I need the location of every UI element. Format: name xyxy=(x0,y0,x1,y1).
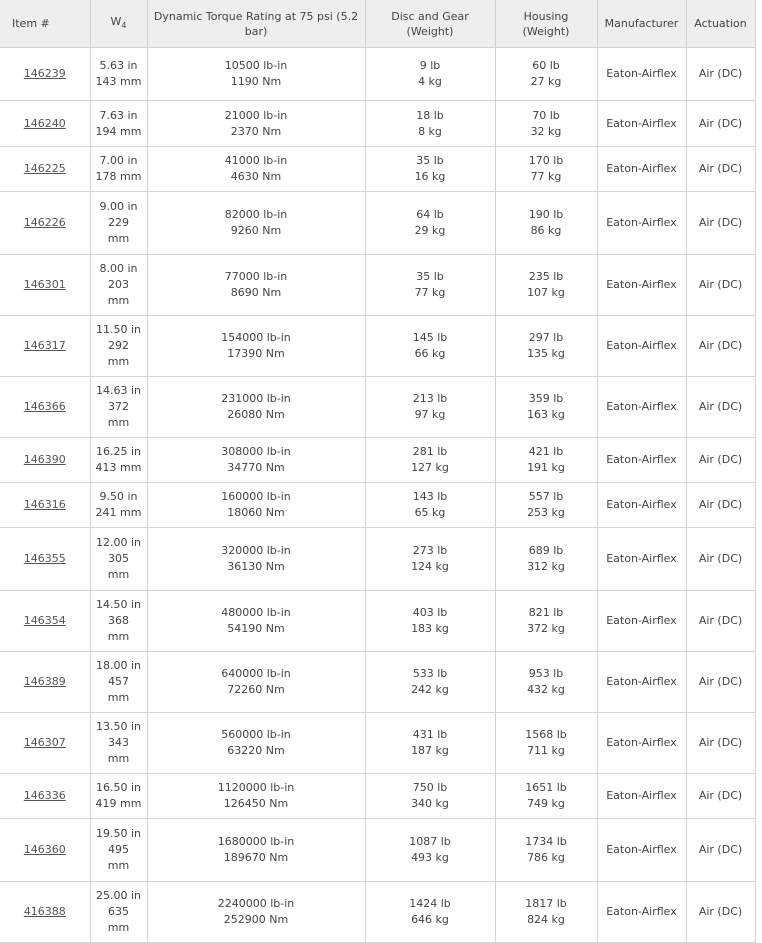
header-actuation[interactable]: Actuation xyxy=(686,0,755,48)
manufacturer-cell: Eaton-Airflex xyxy=(597,591,686,652)
item-cell xyxy=(0,774,90,819)
housing-weight-cell-line: 1817 lb xyxy=(525,897,567,910)
w4-cell-line: 368 xyxy=(108,614,129,627)
item-cell xyxy=(0,652,90,713)
torque-cell xyxy=(147,48,365,101)
item-cell xyxy=(0,147,90,192)
manufacturer-cell: Eaton-Airflex xyxy=(597,438,686,483)
disc-gear-weight-cell-line: 65 kg xyxy=(414,506,446,519)
manufacturer-cell: Eaton-Airflex xyxy=(597,192,686,255)
disc-gear-weight-cell-line: 646 kg xyxy=(411,913,449,926)
disc-gear-weight-cell-line: 183 kg xyxy=(411,622,449,635)
manufacturer-cell: Eaton-Airflex xyxy=(597,48,686,101)
w4-cell-line: 14.50 in xyxy=(95,598,141,611)
w4-cell-line: 292 xyxy=(108,339,129,352)
housing-weight-cell-line: 253 kg xyxy=(527,506,565,519)
disc-gear-weight-cell-line: 1424 lb xyxy=(409,897,451,910)
actuation-cell: Air (DC) xyxy=(686,882,755,943)
w4-cell-line: 143 mm xyxy=(95,75,142,88)
item-number-link[interactable]: 146366 xyxy=(23,400,66,413)
disc-gear-weight-cell xyxy=(365,774,495,819)
header-item-number[interactable]: Item # xyxy=(0,0,90,48)
disc-gear-weight-cell xyxy=(365,255,495,316)
table-row xyxy=(0,774,755,819)
actuation-cell: Air (DC) xyxy=(686,316,755,377)
table-row xyxy=(0,819,755,882)
w4-cell-line: mm xyxy=(107,630,130,643)
item-number-link[interactable]: 146301 xyxy=(23,278,66,291)
housing-weight-cell-line: 135 kg xyxy=(527,347,565,360)
actuation-cell: Air (DC) xyxy=(686,255,755,316)
header-dynamic-torque[interactable]: Dynamic Torque Rating at 75 psi (5.2 bar) xyxy=(147,0,365,48)
torque-cell-line: 126450 Nm xyxy=(223,797,289,810)
housing-weight-cell-line: 70 lb xyxy=(532,108,560,122)
torque-cell-line: 2240000 lb-in xyxy=(217,897,295,910)
header-disc-gear-weight[interactable]: Disc and Gear (Weight) xyxy=(365,0,495,48)
item-number-link[interactable]: 146389 xyxy=(23,675,66,688)
manufacturer-cell: Eaton-Airflex xyxy=(597,819,686,882)
housing-weight-cell-line: 190 lb xyxy=(528,208,564,221)
disc-gear-weight-cell-line: 187 kg xyxy=(411,744,449,757)
table-row xyxy=(0,528,755,591)
manufacturer-cell: Eaton-Airflex xyxy=(597,774,686,819)
torque-cell-line: 72260 Nm xyxy=(227,683,285,696)
disc-gear-weight-cell-line: 213 lb xyxy=(412,392,448,405)
w4-cell-line: mm xyxy=(107,859,130,872)
w4-cell-line: 241 mm xyxy=(95,506,142,519)
housing-weight-cell-line: 953 lb xyxy=(528,667,564,680)
disc-gear-weight-cell-line: 273 lb xyxy=(412,544,448,557)
torque-cell-line: 54190 Nm xyxy=(227,622,285,635)
w4-cell-line: mm xyxy=(107,416,130,429)
housing-weight-cell-line: 824 kg xyxy=(527,913,565,926)
torque-cell-line: 41000 lb-in xyxy=(224,154,288,167)
w4-cell-line: 457 xyxy=(108,675,129,688)
item-cell xyxy=(0,819,90,882)
housing-weight-cell-line: 191 kg xyxy=(527,461,565,474)
manufacturer-cell: Eaton-Airflex xyxy=(597,316,686,377)
housing-weight-cell-line: 557 lb xyxy=(528,490,564,503)
torque-cell xyxy=(147,255,365,316)
disc-gear-weight-cell-line: 16 kg xyxy=(414,170,446,183)
housing-weight-cell-line: 821 lb xyxy=(528,606,564,619)
disc-gear-weight-cell xyxy=(365,147,495,192)
manufacturer-cell: Eaton-Airflex xyxy=(597,713,686,774)
disc-gear-weight-cell xyxy=(365,713,495,774)
item-number-link[interactable]: 146336 xyxy=(23,789,66,802)
housing-weight-cell-line: 77 kg xyxy=(530,170,562,183)
table-row xyxy=(0,316,755,377)
w4-cell xyxy=(90,101,147,147)
item-cell xyxy=(0,255,90,316)
torque-cell-line: 1190 Nm xyxy=(230,75,282,88)
w4-cell-line: 229 xyxy=(108,216,129,229)
actuation-cell: Air (DC) xyxy=(686,774,755,819)
housing-weight-cell-line: 359 lb xyxy=(528,392,564,405)
torque-cell-line: 21000 lb-in xyxy=(224,108,288,122)
disc-gear-weight-cell xyxy=(365,528,495,591)
table-row xyxy=(0,713,755,774)
w4-cell xyxy=(90,48,147,101)
w4-cell xyxy=(90,882,147,943)
disc-gear-weight-cell-line: 29 kg xyxy=(414,224,446,237)
disc-gear-weight-cell-line: 340 kg xyxy=(411,797,449,810)
torque-cell xyxy=(147,483,365,528)
disc-gear-weight-cell xyxy=(365,316,495,377)
item-number-link[interactable]: 146240 xyxy=(23,116,66,130)
housing-weight-cell-line: 86 kg xyxy=(530,224,562,237)
w4-cell-line: 419 mm xyxy=(95,797,142,810)
item-number-link[interactable]: 146239 xyxy=(23,67,66,80)
torque-cell-line: 63220 Nm xyxy=(227,744,285,757)
w4-cell-line: 495 xyxy=(108,843,129,856)
item-number-link[interactable]: 146390 xyxy=(23,453,66,466)
torque-cell-line: 189670 Nm xyxy=(223,851,289,864)
actuation-cell: Air (DC) xyxy=(686,591,755,652)
w4-cell xyxy=(90,147,147,192)
actuation-cell: Air (DC) xyxy=(686,483,755,528)
item-cell xyxy=(0,48,90,101)
torque-cell-line: 36130 Nm xyxy=(227,560,285,573)
torque-cell-line: 252900 Nm xyxy=(223,913,289,926)
header-manufacturer[interactable]: Manufacturer xyxy=(597,0,686,48)
w4-cell xyxy=(90,377,147,438)
w4-cell-line: 305 xyxy=(108,552,129,565)
disc-gear-weight-cell-line: 77 kg xyxy=(414,286,446,299)
torque-cell-line: 4630 Nm xyxy=(230,170,282,183)
item-number-link[interactable]: 146354 xyxy=(23,614,66,627)
w4-cell xyxy=(90,255,147,316)
disc-gear-weight-cell-line: 66 kg xyxy=(414,347,446,360)
header-w4-subscript: 4 xyxy=(121,21,127,31)
disc-gear-weight-cell xyxy=(365,882,495,943)
w4-cell-line: mm xyxy=(107,691,130,704)
w4-cell-line: 372 xyxy=(108,400,129,413)
torque-cell xyxy=(147,713,365,774)
disc-gear-weight-cell-line: 750 lb xyxy=(412,781,448,794)
w4-cell xyxy=(90,819,147,882)
w4-cell xyxy=(90,316,147,377)
manufacturer-cell: Eaton-Airflex xyxy=(597,377,686,438)
housing-weight-cell xyxy=(495,483,597,528)
torque-cell xyxy=(147,774,365,819)
housing-weight-cell xyxy=(495,316,597,377)
table-body xyxy=(0,48,755,943)
w4-cell-line: 9.00 in xyxy=(99,200,138,213)
torque-cell-line: 154000 lb-in xyxy=(221,331,291,344)
w4-cell-line: 19.50 in xyxy=(95,827,141,840)
actuation-cell: Air (DC) xyxy=(686,48,755,101)
table-row xyxy=(0,101,755,147)
item-cell xyxy=(0,713,90,774)
housing-weight-cell-line: 170 lb xyxy=(528,154,564,167)
disc-gear-weight-cell-line: 97 kg xyxy=(414,408,446,421)
torque-cell-line: 308000 lb-in xyxy=(221,445,291,458)
table-row xyxy=(0,438,755,483)
w4-cell-line: 5.63 in xyxy=(99,59,138,72)
w4-cell-line: 16.25 in xyxy=(95,445,141,458)
torque-cell xyxy=(147,591,365,652)
item-cell xyxy=(0,483,90,528)
housing-weight-cell xyxy=(495,528,597,591)
housing-weight-cell-line: 163 kg xyxy=(527,408,565,421)
disc-gear-weight-cell-line: 145 lb xyxy=(412,331,448,344)
w4-cell-line: 8.00 in xyxy=(99,262,138,275)
header-w4[interactable] xyxy=(90,0,147,48)
housing-weight-cell xyxy=(495,255,597,316)
housing-weight-cell xyxy=(495,652,597,713)
w4-cell-line: 11.50 in xyxy=(95,323,141,336)
torque-cell xyxy=(147,101,365,147)
housing-weight-cell-line: 711 kg xyxy=(527,744,565,757)
disc-gear-weight-cell xyxy=(365,591,495,652)
item-cell xyxy=(0,591,90,652)
w4-cell-line: 343 xyxy=(108,736,129,749)
disc-gear-weight-cell-line: 18 lb xyxy=(416,108,444,122)
housing-weight-cell-line: 235 lb xyxy=(528,270,564,283)
disc-gear-weight-cell xyxy=(365,438,495,483)
disc-gear-weight-cell-line: 242 kg xyxy=(411,683,449,696)
housing-weight-cell-line: 689 lb xyxy=(528,544,564,557)
item-number-link[interactable]: 146226 xyxy=(23,216,66,229)
item-cell xyxy=(0,101,90,147)
housing-weight-cell xyxy=(495,819,597,882)
w4-cell-line: mm xyxy=(107,355,130,368)
housing-weight-cell xyxy=(495,882,597,943)
torque-cell-line: 8690 Nm xyxy=(230,286,282,299)
disc-gear-weight-cell-line: 431 lb xyxy=(412,728,448,741)
table-row xyxy=(0,192,755,255)
item-number-link[interactable]: 146225 xyxy=(23,162,66,175)
torque-cell xyxy=(147,819,365,882)
disc-gear-weight-cell-line: 124 kg xyxy=(411,560,449,573)
disc-gear-weight-cell-line: 493 kg xyxy=(411,851,449,864)
w4-cell-line: 7.63 in xyxy=(99,108,138,122)
disc-gear-weight-cell-line: 533 lb xyxy=(412,667,448,680)
housing-weight-cell-line: 1734 lb xyxy=(525,835,567,848)
manufacturer-cell: Eaton-Airflex xyxy=(597,255,686,316)
housing-weight-cell-line: 32 kg xyxy=(530,124,562,138)
w4-cell-line: 13.50 in xyxy=(95,720,141,733)
housing-weight-cell xyxy=(495,438,597,483)
housing-weight-cell xyxy=(495,48,597,101)
torque-cell xyxy=(147,377,365,438)
disc-gear-weight-cell-line: 281 lb xyxy=(412,445,448,458)
torque-cell-line: 1120000 lb-in xyxy=(217,781,295,794)
manufacturer-cell: Eaton-Airflex xyxy=(597,882,686,943)
w4-cell-line: 18.00 in xyxy=(95,659,141,672)
disc-gear-weight-cell xyxy=(365,652,495,713)
table-row xyxy=(0,255,755,316)
w4-cell-line: 14.63 in xyxy=(95,384,141,397)
torque-cell-line: 480000 lb-in xyxy=(221,606,291,619)
torque-cell xyxy=(147,652,365,713)
torque-cell-line: 9260 Nm xyxy=(230,224,282,237)
actuation-cell: Air (DC) xyxy=(686,528,755,591)
w4-cell xyxy=(90,591,147,652)
housing-weight-cell xyxy=(495,101,597,147)
housing-weight-cell-line: 312 kg xyxy=(527,560,565,573)
item-cell xyxy=(0,882,90,943)
item-number-link[interactable]: 146316 xyxy=(23,498,66,511)
actuation-cell: Air (DC) xyxy=(686,652,755,713)
w4-cell-line: mm xyxy=(107,752,130,765)
actuation-cell: Air (DC) xyxy=(686,438,755,483)
disc-gear-weight-cell-line: 1087 lb xyxy=(409,835,451,848)
w4-cell-line: 7.00 in xyxy=(99,154,138,167)
item-number-link[interactable]: 416388 xyxy=(23,905,66,918)
torque-cell xyxy=(147,528,365,591)
w4-cell xyxy=(90,652,147,713)
w4-cell xyxy=(90,528,147,591)
torque-cell-line: 17390 Nm xyxy=(227,347,285,360)
torque-cell xyxy=(147,147,365,192)
w4-cell-line: 178 mm xyxy=(95,170,142,183)
actuation-cell: Air (DC) xyxy=(686,819,755,882)
disc-gear-weight-cell-line: 64 lb xyxy=(416,208,444,221)
manufacturer-cell: Eaton-Airflex xyxy=(597,147,686,192)
torque-cell xyxy=(147,882,365,943)
torque-cell-line: 10500 lb-in xyxy=(224,59,288,72)
table-row xyxy=(0,652,755,713)
torque-cell-line: 2370 Nm xyxy=(230,124,282,138)
header-w4-label: W xyxy=(110,14,122,28)
housing-weight-cell xyxy=(495,591,597,652)
torque-cell-line: 82000 lb-in xyxy=(224,208,288,221)
housing-weight-cell xyxy=(495,774,597,819)
torque-cell-line: 560000 lb-in xyxy=(221,728,291,741)
disc-gear-weight-cell-line: 9 lb xyxy=(419,59,441,72)
disc-gear-weight-cell xyxy=(365,377,495,438)
housing-weight-cell-line: 432 kg xyxy=(527,683,565,696)
w4-cell-line: mm xyxy=(107,568,130,581)
w4-cell-line: 9.50 in xyxy=(99,490,138,503)
torque-cell-line: 640000 lb-in xyxy=(221,667,291,680)
housing-weight-cell xyxy=(495,713,597,774)
housing-weight-cell xyxy=(495,377,597,438)
w4-cell xyxy=(90,438,147,483)
item-cell xyxy=(0,438,90,483)
housing-weight-cell-line: 786 kg xyxy=(527,851,565,864)
housing-weight-cell xyxy=(495,147,597,192)
table-header-row xyxy=(0,0,755,48)
disc-gear-weight-cell-line: 35 lb xyxy=(416,270,444,283)
disc-gear-weight-cell-line: 35 lb xyxy=(416,154,444,167)
torque-cell-line: 77000 lb-in xyxy=(224,270,288,283)
housing-weight-cell-line: 297 lb xyxy=(528,331,564,344)
housing-weight-cell-line: 1651 lb xyxy=(525,781,567,794)
table-row xyxy=(0,147,755,192)
manufacturer-cell: Eaton-Airflex xyxy=(597,528,686,591)
table-row xyxy=(0,483,755,528)
actuation-cell: Air (DC) xyxy=(686,101,755,147)
torque-cell-line: 26080 Nm xyxy=(227,408,285,421)
torque-cell xyxy=(147,192,365,255)
w4-cell-line: 413 mm xyxy=(95,461,142,474)
disc-gear-weight-cell xyxy=(365,483,495,528)
torque-cell-line: 18060 Nm xyxy=(227,506,285,519)
disc-gear-weight-cell-line: 127 kg xyxy=(411,461,449,474)
torque-cell-line: 160000 lb-in xyxy=(221,490,291,503)
table-row xyxy=(0,882,755,943)
item-number-link[interactable]: 146307 xyxy=(23,736,66,749)
manufacturer-cell: Eaton-Airflex xyxy=(597,652,686,713)
disc-gear-weight-cell xyxy=(365,192,495,255)
item-cell xyxy=(0,316,90,377)
table-row xyxy=(0,377,755,438)
header-housing-weight[interactable]: Housing (Weight) xyxy=(495,0,597,48)
table-row xyxy=(0,591,755,652)
item-cell xyxy=(0,192,90,255)
w4-cell-line: mm xyxy=(107,294,130,307)
w4-cell xyxy=(90,483,147,528)
torque-cell-line: 231000 lb-in xyxy=(221,392,291,405)
actuation-cell: Air (DC) xyxy=(686,192,755,255)
disc-gear-weight-cell-line: 403 lb xyxy=(412,606,448,619)
torque-cell xyxy=(147,316,365,377)
table-row xyxy=(0,48,755,101)
torque-cell-line: 320000 lb-in xyxy=(221,544,291,557)
disc-gear-weight-cell xyxy=(365,101,495,147)
housing-weight-cell-line: 1568 lb xyxy=(525,728,567,741)
item-cell xyxy=(0,377,90,438)
w4-cell-line: 25.00 in xyxy=(95,889,141,902)
w4-cell xyxy=(90,774,147,819)
w4-cell xyxy=(90,192,147,255)
manufacturer-cell: Eaton-Airflex xyxy=(597,483,686,528)
torque-cell xyxy=(147,438,365,483)
disc-gear-weight-cell-line: 8 kg xyxy=(418,124,442,138)
disc-gear-weight-cell xyxy=(365,819,495,882)
actuation-cell: Air (DC) xyxy=(686,377,755,438)
w4-cell-line: 194 mm xyxy=(95,124,142,138)
w4-cell-line: 203 xyxy=(108,278,129,291)
housing-weight-cell-line: 27 kg xyxy=(530,75,562,88)
w4-cell-line: mm xyxy=(107,232,130,245)
disc-gear-weight-cell xyxy=(365,48,495,101)
item-number-link[interactable]: 146317 xyxy=(23,339,66,352)
w4-cell-line: mm xyxy=(107,921,130,934)
item-number-link[interactable]: 146355 xyxy=(23,552,66,565)
actuation-cell: Air (DC) xyxy=(686,147,755,192)
manufacturer-cell: Eaton-Airflex xyxy=(597,101,686,147)
w4-cell-line: 12.00 in xyxy=(95,536,141,549)
disc-gear-weight-cell-line: 4 kg xyxy=(418,75,442,88)
w4-cell-line: 16.50 in xyxy=(95,781,141,794)
torque-cell-line: 34770 Nm xyxy=(227,461,285,474)
housing-weight-cell xyxy=(495,192,597,255)
item-cell xyxy=(0,528,90,591)
housing-weight-cell-line: 421 lb xyxy=(528,445,564,458)
housing-weight-cell-line: 107 kg xyxy=(527,286,565,299)
actuation-cell: Air (DC) xyxy=(686,713,755,774)
w4-cell xyxy=(90,713,147,774)
torque-cell-line: 1680000 lb-in xyxy=(217,835,295,848)
housing-weight-cell-line: 372 kg xyxy=(527,622,565,635)
disc-gear-weight-cell-line: 143 lb xyxy=(412,490,448,503)
housing-weight-cell-line: 60 lb xyxy=(532,59,560,72)
w4-cell-line: 635 xyxy=(108,905,129,918)
item-number-link[interactable]: 146360 xyxy=(23,843,66,856)
housing-weight-cell-line: 749 kg xyxy=(527,797,565,810)
